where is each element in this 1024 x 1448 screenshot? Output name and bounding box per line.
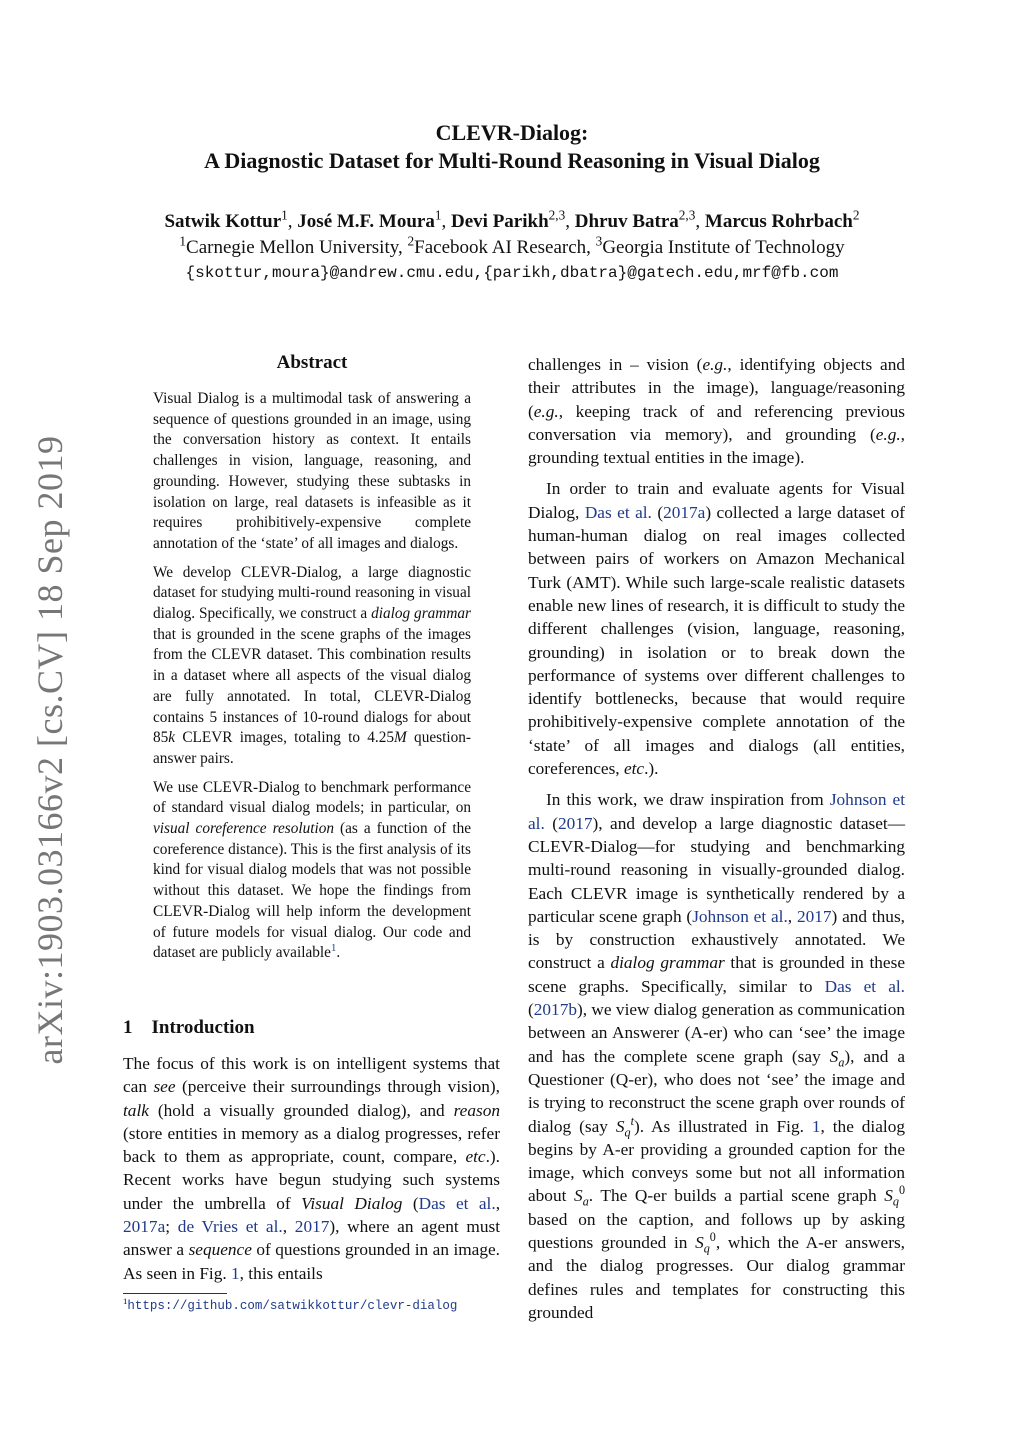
author-name: José M.F. Moura	[297, 211, 435, 232]
citation-link[interactable]: Johnson et al.	[692, 906, 788, 926]
affiliation-mark: 1	[179, 233, 187, 249]
citation-link[interactable]: 2017	[294, 1217, 330, 1237]
citation-link[interactable]: 2017a	[123, 1217, 166, 1237]
author-affiliation-mark: 2,3	[548, 207, 566, 223]
citation-link[interactable]: de Vries et al.	[177, 1217, 283, 1237]
section-heading	[123, 1017, 255, 1039]
abstract-heading: Abstract	[276, 352, 348, 373]
body-paragraph: challenges in – vision (e.g., identifying objects and their attributes in the image), language/reasoning (e.g., keeping track of and referencing previous conversation via memory), and grounding (e.g., grounding textual entities in the image).	[528, 355, 905, 468]
footnote-number: 1	[123, 1295, 128, 1306]
figure-link[interactable]: 1	[231, 1263, 240, 1283]
figure-link[interactable]: 1	[811, 1116, 821, 1136]
affiliation-mark: 2	[407, 233, 415, 249]
paper-title-line2: A Diagnostic Dataset for Multi-Round Reasoning in Visual Dialog	[204, 148, 820, 173]
body-paragraph: In this work, we draw inspiration from Johnson et al. (2017), and develop a large diagnostic dataset—CLEVR-Dialog—for studying and benchmarking multi-round reasoning in visually-grounded dialog. Each CLEVR image is synthetically rendered by a particular scene graph (Johnson et al., 2017) and thus, is by construction exhaustively annotated. We construct a dialog grammar that is grounded in these scene graphs. Specifically, similar to Das et al. (2017b), we view dialog generation as communication between an Answerer (A-er) who can ‘see’ the image and has the complete scene graph (say $S_a$), and a Questioner (Q-er), who does not ‘see’ the image and is trying to reconstruct the scene graph over rounds of dialog (say $S_q^t$). As illustrated in Fig. 1, the dialog begins by A-er providing a grounded caption for the image, which conveys some but not all information about $S_a$. The Q-er builds a partial scene graph $S_q^0$ based on the caption, and follows up by asking questions grounded in $S_q^0$, which the A-er answers, and the dialog progresses. Our dialog grammar defines rules and templates for constructing this grounded	[528, 790, 906, 1322]
author-name: Marcus Rohrbach	[704, 211, 853, 232]
author-affiliation-mark: 2	[852, 207, 860, 223]
citation-link[interactable]: 2017b	[533, 1000, 577, 1020]
citation-link[interactable]: Das et al.	[418, 1193, 496, 1213]
author-affiliation-mark: 1	[281, 207, 288, 223]
abstract-paragraph: We use CLEVR-Dialog to benchmark performance of standard visual dialog models; in particular, on visual coreference resolution (as a function of the coreference distance). This is the first analysis of its kind for visual dialog models that was not possible without this dataset. We hope the findings from CLEVR-Dialog will help inform the development of future models for visual dialog. Our code and dataset are publicly available$^1$.	[153, 778, 472, 962]
abstract-paragraph: Visual Dialog is a multimodal task of answering a sequence of questions grounded in an image, using the conversation history as context. It entails challenges in vision, language, reasoning, and grounding. However, studying these subtasks in isolation on large, real datasets is infeasible as it requires prohibitively-expensive complete annotation of the ‘state’ of all images and dialogs.	[153, 390, 471, 552]
section-title: Introduction	[151, 1017, 255, 1038]
intro-paragraph: The focus of this work is on intelligent systems that can see (perceive their surroundings through vision), talk (hold a visually grounded dialog), and reason (store entities in memory as a dialog progresses, refer back to them as appropriate, count, compare, etc.). Recent works have begun studying such systems under the umbrella of Visual Dialog (Das et al., 2017a; de Vries et al., 2017), where an agent must answer a sequence of questions grounded in an image. As seen in Fig. 1, this entails	[123, 1054, 501, 1283]
paper-title-line1: CLEVR-Dialog:	[435, 120, 589, 145]
footnote-marker[interactable]: 1	[330, 942, 337, 955]
abstract-paragraph: We develop CLEVR-Dialog, a large diagnostic dataset for studying multi-round reasoning in visual dialog. Specifically, we construct a dialog grammar that is grounded in the scene graphs of the images from the CLEVR dataset. This combination results in a dataset where all aspects of the visual dialog are fully annotated. In total, CLEVR-Dialog contains 5 instances of 10-round dialogs for about 85k CLEVR images, totaling to 4.25M question-answer pairs.	[153, 563, 472, 767]
right-column	[528, 353, 905, 1324]
author-name: Satwik Kottur	[164, 211, 282, 232]
footnote-rule	[123, 1293, 227, 1294]
citation-link[interactable]: Johnson et al.	[528, 790, 905, 833]
affiliation-name: Georgia Institute of Technology	[602, 237, 845, 258]
section-number: 1	[123, 1017, 133, 1038]
author-affiliation-mark: 2,3	[678, 207, 696, 223]
author-emails: {skottur,moura}@andrew.cmu.edu,{parikh,dbatra}@gatech.edu,mrf@fb.com	[185, 264, 839, 282]
citation-link[interactable]: Das et al.	[824, 976, 905, 996]
body-paragraph: In order to train and evaluate agents for Visual Dialog, Das et al. (2017a) collected a large dataset of human-human dialog on real images collected between pairs of workers on Amazon Mechanical Turk (AMT). While such large-scale realistic datasets enable new lines of research, it is difficult to study the different challenges (vision, language, reasoning, grounding) in isolation or to break down the performance of systems over different challenges to identify bottlenecks, because that would require prohibitively-expensive complete annotation of the ‘state’ of all images and dialogs (all entities, coreferences, etc.).	[528, 479, 905, 779]
arxiv-identifier	[30, 435, 70, 1065]
arxiv-identifier-text: arXiv:1903.03166v2 [cs.CV] 18 Sep 2019	[30, 435, 70, 1065]
author-affiliation-mark: 1	[434, 207, 442, 223]
author-list: Satwik Kottur$^1$, José M.F. Moura$^1$, Devi Parikh$^{2,3}$, Dhruv Batra$^{2,3}$, Marcus Rohrbach$^2$	[164, 207, 860, 232]
affiliation-list	[0, 233, 1024, 259]
affiliation-mark: 3	[595, 233, 603, 249]
abstract-body	[153, 389, 471, 964]
citation-link[interactable]: 2017a	[663, 502, 706, 522]
footnote	[123, 1295, 458, 1313]
author-name: Dhruv Batra	[574, 211, 679, 232]
footnote-url-link[interactable]: https://github.com/satwikkottur/clevr-dialog	[127, 1299, 458, 1313]
citation-link[interactable]: 2017	[796, 906, 832, 926]
citation-link[interactable]: Das et al.	[584, 502, 652, 522]
citation-link[interactable]: 2017	[557, 813, 593, 833]
affiliation-name: Facebook AI Research,	[414, 237, 596, 258]
affiliation-name: Carnegie Mellon University,	[186, 237, 408, 258]
author-name: Devi Parikh	[451, 211, 549, 232]
